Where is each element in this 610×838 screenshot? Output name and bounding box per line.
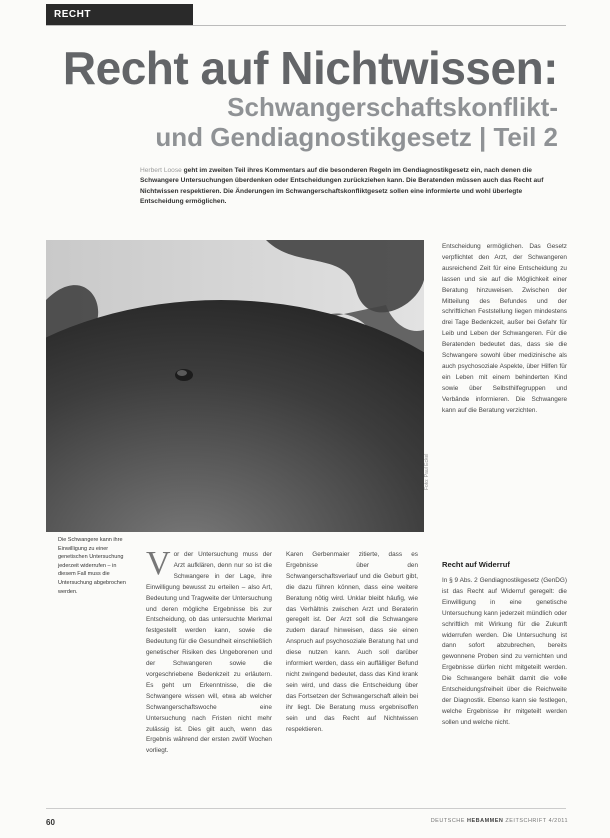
- column-3b-text: In § 9 Abs. 2 Gendiagnostikgesetz (GenDG) ist das Recht auf Widerruf geregelt: die Einwilligung in eine genetische Untersuchung kann jederzeit mündlich oder schriftlich mit Wirkung für die Zukunft widerrufen werden. Die Untersuchung ist dann sofort abzubrechen, bereits gewonnene Proben sind zu vernichten und Ergebnisse dürfen nicht mitgeteilt werden. Die Schwangere behält damit die volle Entscheidungsfreiheit über die Reichweite der Diagnostik. Ebenso kann sie festlegen, welche Ergebnisse ihr mitgeteilt werden sollen und welche nicht.: [442, 577, 567, 726]
- section-subheading: Recht auf Widerruf: [442, 560, 510, 569]
- column-3-text: Entscheidung ermöglichen. Das Gesetz verpflichtet den Arzt, der Schwangeren ausreichend Zeit für eine Entscheidung zu lassen und sie auf die Möglichkeit einer Beratung hinzuweisen. Zwischen der Mitteilung des Befundes und der schriftlichen Feststellung liegen mindestens drei Tage Bedenkzeit, außer bei Gefahr für Leib und Leben der Schwangeren. Für die Beratenden bedeutet das, dass sie die Schwangere sowohl über medizinische als auch psychosoziale Aspekte, über Hilfen für ein Leben mit einem behinderten Kind sowie über Selbsthilfegruppen und Verbände informieren. Die Schwangere kann auf die Beratung verzichten.: [442, 243, 567, 414]
- journal-prefix: DEUTSCHE: [430, 818, 465, 824]
- photo-credit: Foto: Paul Eckel: [424, 453, 430, 490]
- page-number: 60: [46, 818, 55, 827]
- subtitle-line-1: Schwangerschaftskonflikt-: [227, 92, 558, 122]
- column-2-text: Karen Gerbenmaier zitierte, dass es Ergebnisse über den Schwangerschaftsverlauf und die Geburt gibt, die dazu führen können, dass eine weitere Beratung nötig wird. Unklar bleibt häufig, wie das Verhältnis zwischen Arzt und Beraterin geregelt ist. Der Arzt soll die Schwangere zudem darauf hinweisen, dass sie einen Anspruch auf psychosoziale Beratung hat und diese nutzen kann. Auch soll darüber informiert werden, dass ein auffälliger Befund nicht zwingend bedeutet, dass das Kind krank sein wird, und dass die Entscheidung über das Fortsetzen der Schwangerschaft allein bei ihr liegt. Die Beratung muss ergebnisoffen sein und das Recht auf Nichtwissen respektieren.: [286, 551, 418, 733]
- subtitle-line-2: und Gendiagnostikgesetz | Teil 2: [155, 122, 558, 152]
- footer-divider: [46, 808, 566, 809]
- lead-text: geht im zweiten Teil ihres Kommentars auf die besonderen Regeln im Gendiagnostikgesetz ein, nach denen die Schwangere Untersuchungen überdenken oder Entscheidungen zurückziehen kann. Die Beratenden müssen auch das Recht auf Nichtwissen respektieren. Die Änderungen im Schwangerschaftskonfliktgesetz sollen eine informierte und wohl überlegte Entscheidung ermöglichen.: [140, 167, 544, 206]
- lead-paragraph: [140, 166, 558, 208]
- body-column-3: [442, 242, 567, 417]
- body-column-1: [146, 545, 272, 757]
- section-label: RECHT: [54, 9, 91, 20]
- body-column-2: [286, 550, 418, 735]
- top-divider: [46, 25, 566, 26]
- journal-suffix: ZEITSCHRIFT 4/2011: [505, 818, 568, 824]
- column-1-text: or der Untersuchung muss der Arzt aufklären, denn nur so ist die Schwangere in der Lage, ihre Einwilligung bewusst zu erteilen – also Art, Bedeutung und Tragweite der Untersuchung und deren mögliche Ergebnisse bis zur Entscheidung, ob das untersuchte Merkmal festgestellt werden kann, sowie die Bedeutung für die Gesundheit einschließlich genetischer Risiken des Ungeborenen und der Schwangeren sowie die vorgeschriebene Bedenkzeit zu erläutern. Es geht um Erkenntnisse, die die Schwangere wissen will, etwa ab welcher Schwangerschaftswoche eine Untersuchung nach Fristen nicht mehr zulässig ist. Dies gilt auch, wenn das Ergebnis während der ersten zwölf Wochen vorliegt.: [146, 551, 272, 755]
- section-tag: [46, 4, 193, 25]
- author-name: Herbert Loose: [140, 167, 182, 174]
- page-subtitle: [155, 92, 558, 152]
- drop-cap: V: [146, 545, 171, 582]
- belly-photo-illustration: [46, 240, 424, 532]
- journal-title: HEBAMMEN: [466, 818, 504, 824]
- belly-photo: [46, 240, 424, 532]
- photo-caption: Die Schwangere kann ihre Einwilligung zu einer genetischen Untersuchung jederzeit widerrufen – in diesem Fall muss die Untersuchung abgebrochen werden.: [58, 537, 126, 595]
- body-column-3-continued: [442, 576, 567, 729]
- page-title: Recht auf Nichtwissen:: [62, 42, 558, 94]
- journal-name: [431, 818, 568, 824]
